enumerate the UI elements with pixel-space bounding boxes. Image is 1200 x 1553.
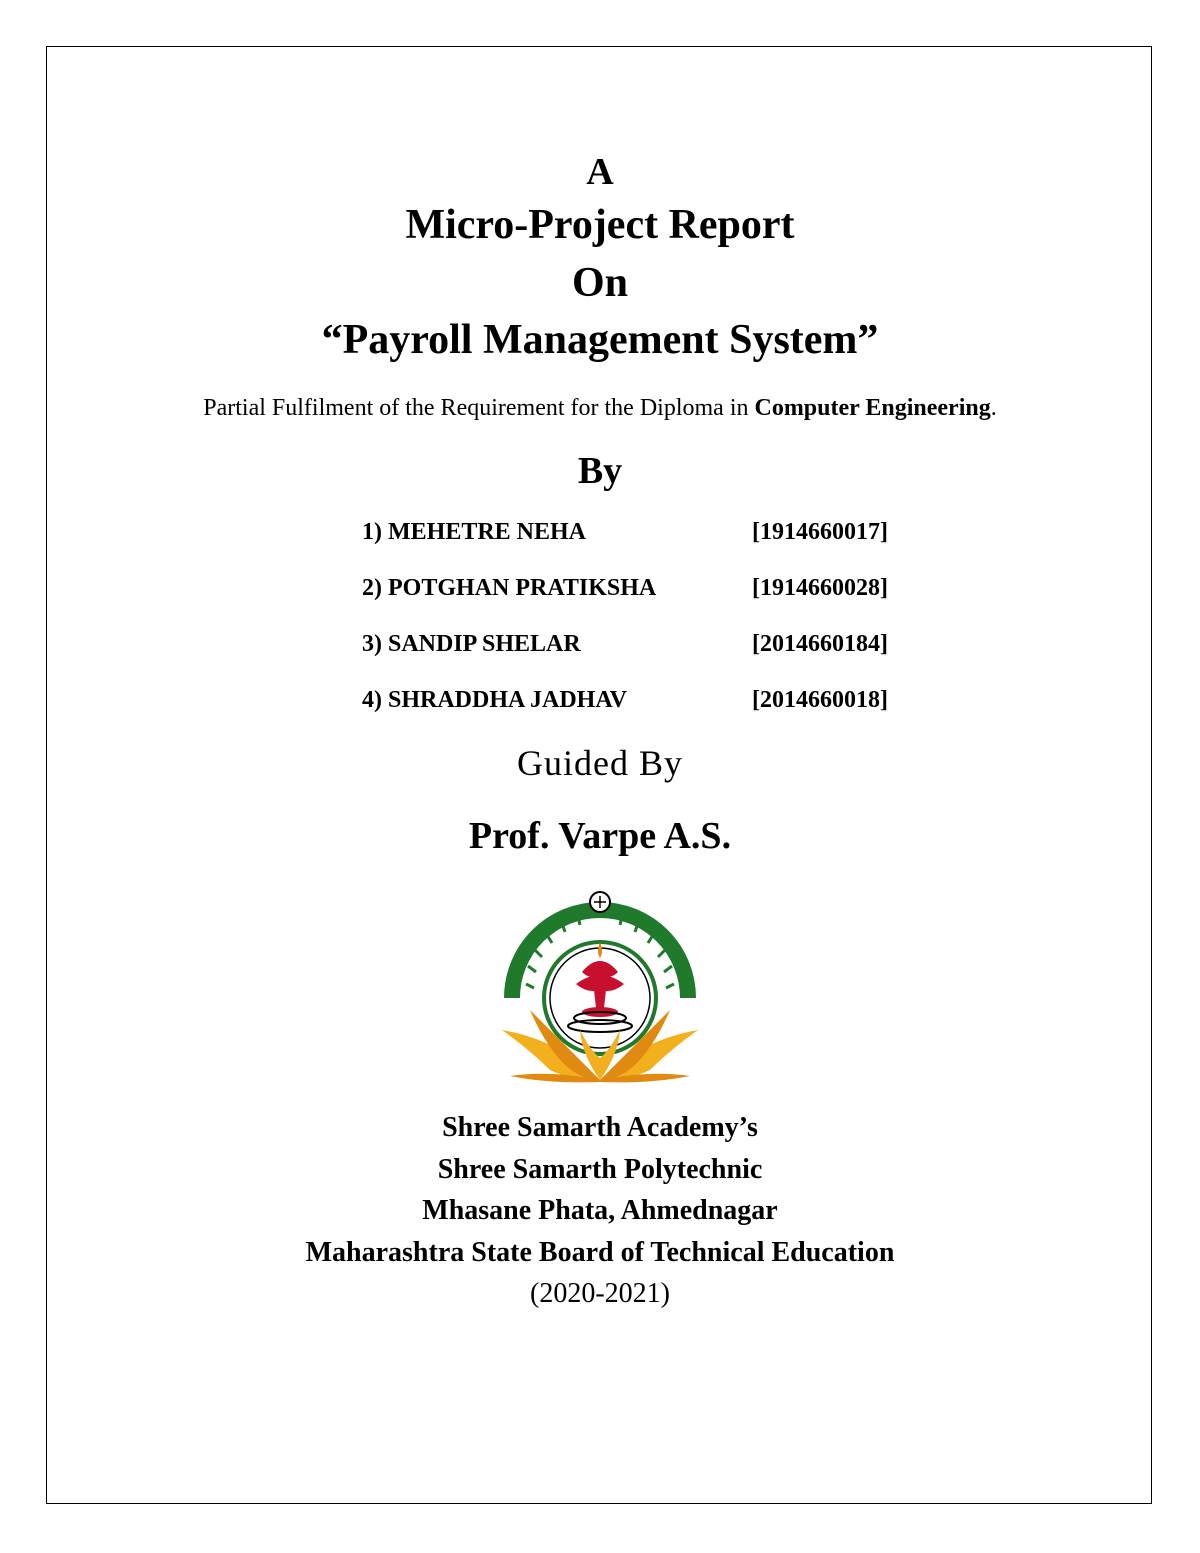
academy-name: Shree Samarth Academy’s [442,1112,758,1143]
student-id: [2014660184] [752,631,888,657]
by-label: By [577,450,623,492]
student-id: [1914660017] [752,519,888,545]
student-id: [1914660028] [752,575,888,601]
student-id: [2014660018] [752,687,888,713]
polytechnic-name: Shree Samarth Polytechnic [437,1153,763,1185]
student-name: 3) SANDIP SHELAR [362,631,581,657]
student-row [362,631,922,687]
title-line-a: A [586,151,614,193]
project-title: “Payroll Management System” [321,317,879,363]
student-name: 1) MEHETRE NEHA [362,519,587,545]
subtitle-branch: Computer Engineering [754,395,991,421]
student-list [362,519,922,743]
title-line-report: Micro-Project Report [405,202,795,248]
student-name: 2) POTGHAN PRATIKSHA [362,575,657,601]
student-name: 4) SHRADDHA JADHAV [362,687,627,713]
title-line-on: On [571,260,629,306]
institution-location: Mhasane Phata, Ahmednagar [422,1195,778,1226]
subtitle [0,395,1200,422]
guided-by-label: Guided By [517,743,683,783]
board-name: Maharashtra State Board of Technical Education [305,1236,895,1268]
student-row [362,519,922,575]
subtitle-suffix: . [990,395,997,421]
academic-year: (2020-2021) [530,1278,670,1309]
subtitle-prefix: Partial Fulfilment of the Requirement for the Diploma in [203,395,755,421]
student-row [362,575,922,631]
msbte-emblem-icon [490,880,710,1085]
institution-block [0,1107,1200,1315]
guide-name: Prof. Varpe A.S. [468,815,732,857]
student-row [362,687,922,743]
